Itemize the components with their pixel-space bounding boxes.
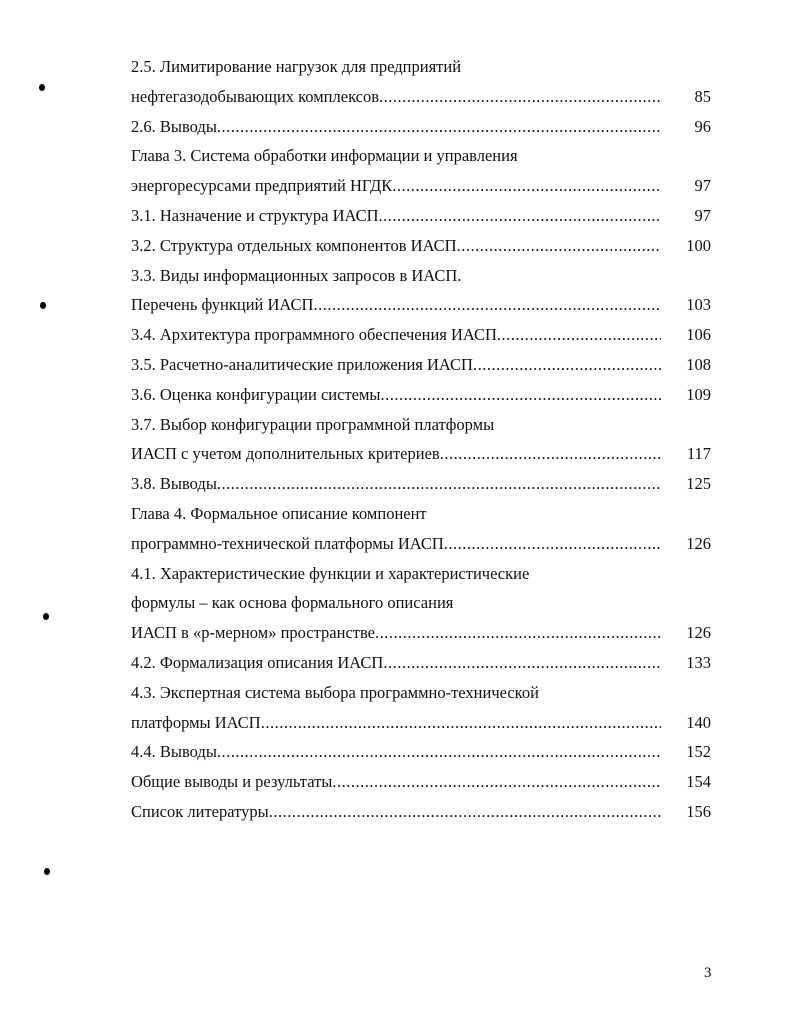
toc-entry <box>131 499 711 529</box>
toc-leader-dots <box>332 767 661 797</box>
toc-entry-title: Глава 4. Формальное описание компонент <box>131 503 427 523</box>
toc-leader-dots <box>383 648 661 678</box>
toc-entry <box>131 171 711 201</box>
toc-entry-page: 85 <box>694 86 711 106</box>
toc-entry <box>131 350 711 380</box>
punch-hole-4 <box>44 868 50 875</box>
toc-entry-title: 3.5. Расчетно-аналитические приложения ИАСП <box>131 354 473 374</box>
toc-entry-page: 97 <box>694 176 711 196</box>
punch-hole-3 <box>43 613 49 620</box>
toc-entry-page: 140 <box>686 712 711 732</box>
toc-entry <box>131 141 711 171</box>
toc-entry <box>131 737 711 767</box>
toc-entry <box>131 678 711 708</box>
toc-entry <box>131 261 711 291</box>
toc-entry <box>131 797 711 827</box>
table-of-contents <box>131 52 711 827</box>
toc-entry <box>131 290 711 320</box>
toc-entry-title: формулы – как основа формального описания <box>131 593 454 613</box>
toc-entry <box>131 52 711 82</box>
toc-entry-title: 3.2. Структура отдельных компонентов ИАСП <box>131 235 457 255</box>
toc-entry-page: 133 <box>686 652 711 672</box>
toc-leader-dots <box>313 290 661 320</box>
toc-entry-title: Глава 3. Система обработки информации и управления <box>131 146 518 166</box>
toc-leader-dots <box>379 82 661 112</box>
toc-leader-dots <box>497 320 661 350</box>
toc-entry-page: 126 <box>686 623 711 643</box>
toc-leader-dots <box>379 201 662 231</box>
toc-entry-page: 156 <box>686 801 711 821</box>
punch-hole-1 <box>39 84 45 91</box>
toc-entry-title: 3.6. Оценка конфигурации системы <box>131 384 381 404</box>
toc-entry-title: 3.7. Выбор конфигурации программной платформы <box>131 414 495 434</box>
toc-entry-page: 126 <box>686 533 711 553</box>
toc-entry-page: 154 <box>686 772 711 792</box>
toc-leader-dots <box>269 797 661 827</box>
toc-entry-title: Список литературы <box>131 801 269 821</box>
toc-entry-title: энергоресурсами предприятий НГДК <box>131 176 393 196</box>
toc-entry-title: платформы ИАСП <box>131 712 261 732</box>
toc-entry <box>131 529 711 559</box>
punch-hole-2 <box>40 302 46 309</box>
toc-entry-title: 4.3. Экспертная система выбора программно-технической <box>131 682 539 702</box>
toc-entry <box>131 201 711 231</box>
toc-entry-title: 3.4. Архитектура программного обеспечения ИАСП <box>131 325 497 345</box>
toc-entry <box>131 410 711 440</box>
toc-entry <box>131 618 711 648</box>
toc-entry-page: 125 <box>686 474 711 494</box>
toc-entry-title: программно-технической платформы ИАСП <box>131 533 444 553</box>
toc-leader-dots <box>217 737 661 767</box>
toc-entry <box>131 231 711 261</box>
toc-leader-dots <box>444 529 661 559</box>
toc-entry <box>131 588 711 618</box>
toc-entry-title: нефтегазодобывающих комплексов <box>131 86 380 106</box>
toc-entry-title: 2.5. Лимитирование нагрузок для предприятий <box>131 57 462 76</box>
toc-entry <box>131 708 711 738</box>
toc-entry-page: 109 <box>686 384 711 404</box>
page-number: 3 <box>704 965 712 981</box>
toc-leader-dots <box>392 171 661 201</box>
toc-entry-title: 2.6. Выводы <box>131 116 217 136</box>
toc-leader-dots <box>261 708 661 738</box>
toc-entry <box>131 559 711 589</box>
toc-entry <box>131 439 711 469</box>
toc-leader-dots <box>217 469 661 499</box>
toc-entry-page: 117 <box>686 444 711 464</box>
toc-entry-title: Общие выводы и результаты <box>131 772 333 792</box>
toc-entry <box>131 767 711 797</box>
toc-entry-title: 4.2. Формализация описания ИАСП <box>131 652 384 672</box>
toc-entry-page: 96 <box>694 116 711 136</box>
toc-entry-title: 4.4. Выводы <box>131 742 217 762</box>
toc-entry <box>131 82 711 112</box>
toc-entry-title: Перечень функций ИАСП <box>131 295 314 315</box>
toc-entry <box>131 112 711 142</box>
toc-entry <box>131 469 711 499</box>
toc-entry-title: ИАСП с учетом дополнительных критериев <box>131 444 440 464</box>
toc-entry-page: 100 <box>686 235 711 255</box>
toc-leader-dots <box>381 380 661 410</box>
toc-entry-page: 103 <box>686 295 711 315</box>
toc-entry-title: 3.1. Назначение и структура ИАСП <box>131 205 379 225</box>
toc-leader-dots <box>473 350 661 380</box>
toc-leader-dots <box>217 112 661 142</box>
toc-entry <box>131 320 711 350</box>
toc-entry-page: 152 <box>686 742 711 762</box>
toc-entry-title: 3.3. Виды информационных запросов в ИАСП. <box>131 265 462 285</box>
toc-entry <box>131 380 711 410</box>
toc-leader-dots <box>375 618 661 648</box>
toc-entry-page: 97 <box>694 205 711 225</box>
toc-entry-title: 3.8. Выводы <box>131 474 217 494</box>
toc-entry <box>131 648 711 678</box>
toc-entry-title: ИАСП в «p-мерном» пространстве <box>131 623 375 643</box>
toc-entry-page: 106 <box>686 325 711 345</box>
toc-entry-title: 4.1. Характеристические функции и характеристические <box>131 563 530 583</box>
toc-leader-dots <box>457 231 661 261</box>
toc-leader-dots <box>440 439 661 469</box>
toc-entry-page: 108 <box>686 354 711 374</box>
